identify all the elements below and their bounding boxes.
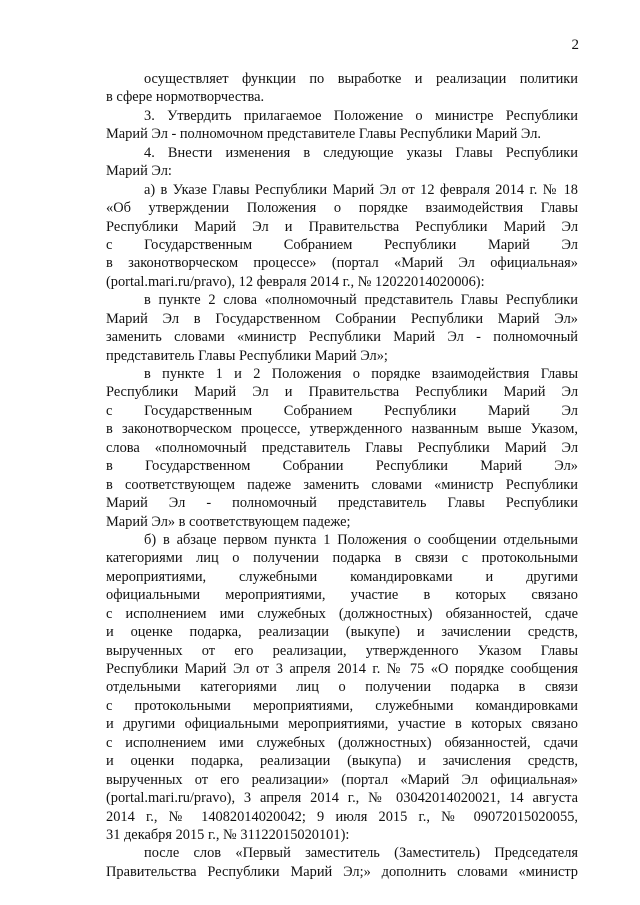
text-line: 3. Утвердить прилагаемое Положение о министре Республики <box>144 107 578 124</box>
text-line: в сфере нормотворчества. <box>106 89 265 106</box>
text-line: Марий Эл» в соответствующем падеже; <box>106 513 351 530</box>
text-line: осуществляет функции по выработке и реализации политики <box>144 71 578 87</box>
text-line: в соответствующем падеже заменить словами «министр Республики <box>106 476 578 493</box>
text-line: и оценке подарка, реализации (выкупе) и зачислении средств, <box>106 624 578 641</box>
document-body <box>106 70 578 881</box>
text-line: (portal.mari.ru/pravo), 12 февраля 2014 г., № 12022014020006): <box>106 273 485 290</box>
text-line: «Об утверждении Положения о порядке взаимодействия Главы <box>106 200 578 217</box>
text-line: в законотворческом процессе, утвержденного названным выше Указом, <box>106 421 578 438</box>
text-line: Республики Марий Эл и Правительства Республики Марий Эл <box>106 218 578 235</box>
page-number: 2 <box>571 37 579 53</box>
text-line: слова «полномочный представитель Главы Республики Марий Эл <box>106 439 578 456</box>
text-line: б) в абзаце первом пункта 1 Положения о сообщении отдельными <box>144 531 578 548</box>
text-line: и другими официальными мероприятиями, участие в которых связано <box>106 716 578 733</box>
text-line: вырученных от его реализации» (портал «Марий Эл официальная» <box>106 771 578 788</box>
text-line: Марий Эл в Государственном Собрании Республики Марий Эл» <box>106 310 578 327</box>
text-line: (portal.mari.ru/pravo), 3 апреля 2014 г., № 03042014020021, 14 августа <box>106 790 578 807</box>
text-line: заменить словами «министр Республики Марий Эл - полномочный <box>106 329 578 346</box>
text-line: в законотворческом процессе» (портал «Марий Эл официальная» <box>106 255 578 272</box>
text-line: Марий Эл - полномочный представитель Главы Республики <box>106 495 578 512</box>
text-line: Республики Марий Эл и Правительства Республики Марий Эл <box>106 384 578 401</box>
text-line: и оценки подарка, реализации (выкупа) и зачисления средств, <box>106 753 578 770</box>
text-line: в пункте 2 слова «полномочный представитель Главы Республики <box>144 292 578 309</box>
text-line: с исполнением ими служебных (должностных) обязанностей, сдаче <box>106 605 578 622</box>
text-line: с Государственным Собранием Республики Марий Эл <box>106 402 578 419</box>
text-line: Республики Марий Эл от 3 апреля 2014 г. № 75 «О порядке сообщения <box>106 661 578 677</box>
text-line: официальными мероприятиями, участие в которых связано <box>106 587 578 604</box>
text-line: Правительства Республики Марий Эл;» дополнить словами «министр <box>106 863 578 880</box>
text-line: в пункте 1 и 2 Положения о порядке взаимодействия Главы <box>144 366 578 382</box>
text-line: вырученных от его реализации, утвержденного Указом Главы <box>106 642 578 659</box>
text-line: мероприятиями, служебными командировками и другими <box>106 568 578 585</box>
text-line: Марий Эл - полномочном представителе Главы Республики Марий Эл. <box>106 126 541 143</box>
text-line: а) в Указе Главы Республики Марий Эл от 12 февраля 2014 г. № 18 <box>144 181 578 198</box>
text-line: в Государственном Собрании Республики Марий Эл» <box>106 458 578 475</box>
text-line: 2014 г., № 14082014020042; 9 июля 2015 г., № 09072015020055, <box>106 808 578 825</box>
text-line: отдельными категориями лиц о получении подарка в связи <box>106 679 578 696</box>
text-line: 4. Внести изменения в следующие указы Главы Республики <box>144 144 578 161</box>
text-line: с исполнением ими служебных (должностных) обязанностей, сдачи <box>106 734 578 751</box>
text-line: после слов «Первый заместитель (Заместитель) Председателя <box>144 845 578 862</box>
text-line: с протокольными мероприятиями, служебными командировками <box>106 697 578 714</box>
text-line: представитель Главы Республики Марий Эл»; <box>106 347 388 364</box>
text-line: категориями лиц о получении подарка в связи с протокольными <box>106 550 578 567</box>
text-line: Марий Эл: <box>106 163 172 180</box>
text-line: 31 декабря 2015 г., № 31122015020101): <box>106 826 350 843</box>
text-line: с Государственным Собранием Республики Марий Эл <box>106 236 578 253</box>
